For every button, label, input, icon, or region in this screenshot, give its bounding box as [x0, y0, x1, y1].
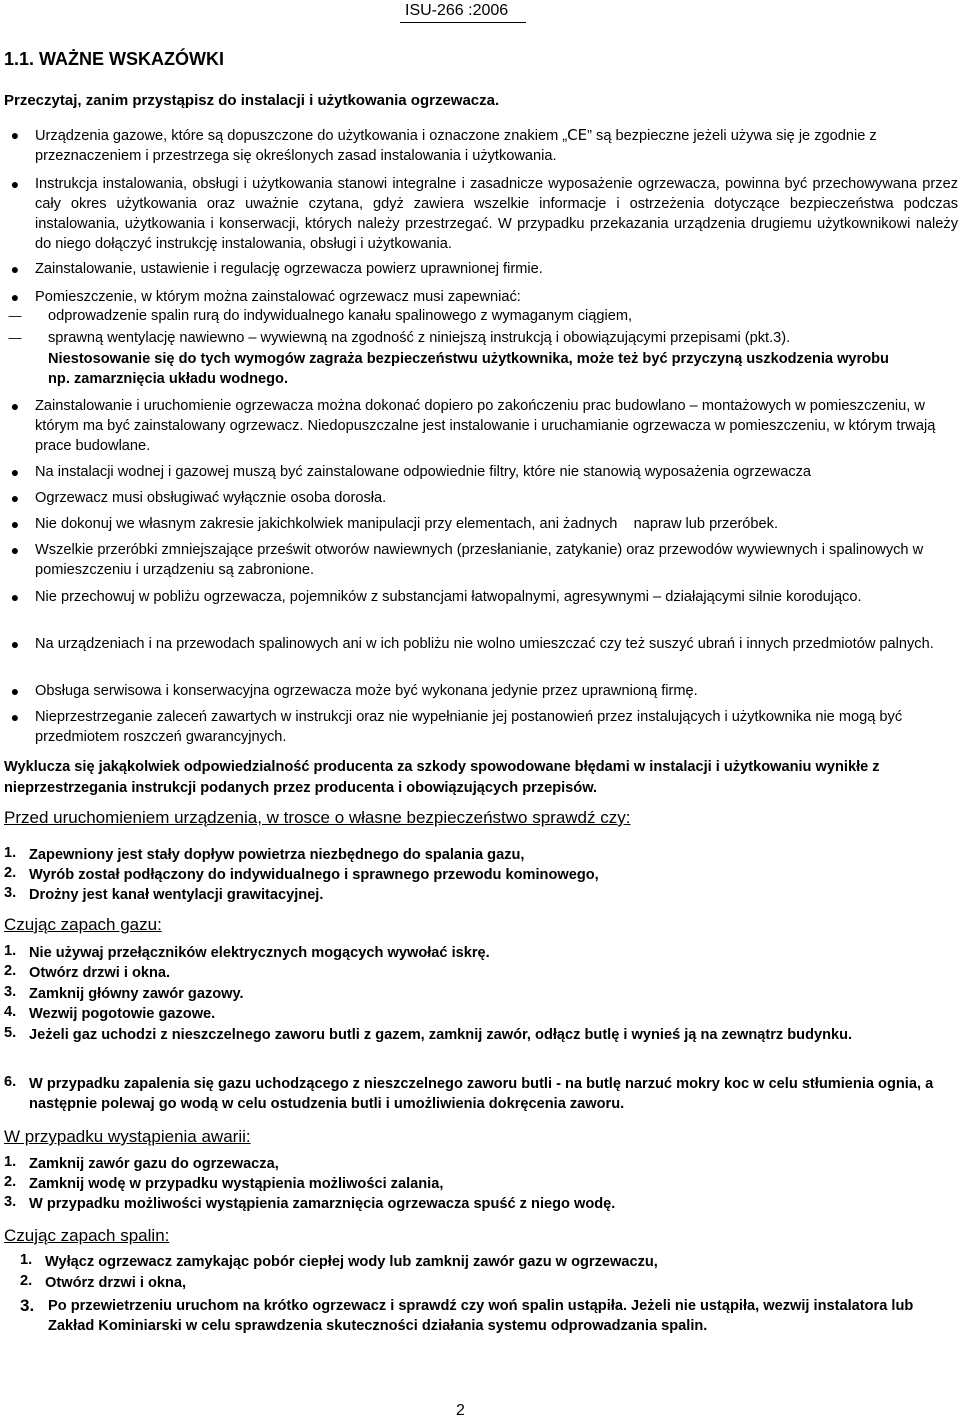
list-item — [4, 984, 944, 1004]
list-text: Wyrób został podłączony do indywidualnego i sprawnego przewodu kominowego, — [29, 867, 599, 883]
bullet-item — [8, 587, 958, 607]
bullet-item — [8, 125, 958, 166]
list-number: 6. — [4, 1074, 17, 1090]
list-text: Otwórz drzwi i okna, — [45, 1275, 187, 1291]
bullet-text: Wszelkie przeróbki zmniejszające prześwit otworów nawiewnych (przesłanianie, zatykanie) oraz przewodów wywiewnych i spalinowych w pomieszczeniu i urządzeniu są zabronione. — [35, 542, 924, 578]
bullet-icon: ● — [10, 709, 20, 725]
list-number: 2. — [20, 1273, 33, 1289]
bullet-item — [8, 514, 958, 534]
list-number: 1. — [4, 1154, 17, 1170]
list-item — [4, 865, 944, 885]
list-item — [20, 1273, 955, 1293]
bullet-icon: ● — [10, 261, 20, 277]
list-text: Jeżeli gaz uchodzi z nieszczelnego zaworu butli z gazem, zamknij zawór, odłącz butlę i wynieś ją na zewnątrz budynku. — [29, 1027, 853, 1043]
list-text: Nie używaj przełączników elektrycznych mogących wywołać iskrę. — [29, 945, 490, 961]
liability-warning: Wyklucza się jakąkolwiek odpowiedzialność producenta za szkody spowodowane błędami w instalacji i użytkowaniu wynikłe z nieprzestrzegania instrukcji podanych przez producenta i obowiązujących przepisów. — [4, 759, 880, 796]
list-item — [4, 963, 944, 983]
list-item — [4, 1074, 944, 1114]
section-heading-failure: W przypadku wystąpienia awarii: — [4, 1127, 251, 1146]
bullet-text: Ogrzewacz musi obsługiwać wyłącznie osoba dorosła. — [35, 490, 387, 506]
bullet-icon: ● — [10, 636, 20, 652]
list-item — [4, 1004, 944, 1024]
bullet-item — [8, 462, 958, 482]
ce-mark-logo: CE — [567, 126, 588, 144]
page-number: 2 — [456, 1402, 465, 1419]
list-number: 5. — [4, 1025, 17, 1041]
list-number: 2. — [4, 963, 17, 979]
list-item — [4, 1154, 944, 1174]
bullet-text: Na urządzeniach i na przewodach spalinowych ani w ich pobliżu nie wolno umieszczać czy też suszyć ubrań i innych przedmiotów palnych. — [35, 636, 934, 652]
dash-item — [8, 328, 958, 348]
bullet-text: Instrukcja instalowania, obsługi i użytkowania stanowi integralne i zasadnicze wyposażenie ogrzewacza, powinna być przechowywana przez cały okres użytkowania oraz uważnie czytana, gdyż zawiera wszelkie informacje i ostrzeżenia dotyczące bezpieczeństwa podczas instalowania, użytkowania i konserwacji, których należy przestrzegać. W przypadku przekazania urządzenia drugiemu użytkownikowi należy do niego dołączyć instrukcję instalowania, obsługi i użytkowania. — [35, 176, 958, 252]
bullet-item — [8, 707, 958, 747]
bullet-icon: ● — [10, 589, 20, 605]
list-text: Wyłącz ogrzewacz zamykając pobór ciepłej wody lub zamknij zawór gazu w ogrzewaczu, — [45, 1254, 658, 1270]
bullet-item — [8, 174, 958, 254]
dash-text: odprowadzenie spalin rurą do indywidualnego kanału spalinowego z wymaganym ciągiem, — [48, 308, 633, 324]
document-id: ISU-266 :2006 — [405, 2, 509, 19]
list-item — [4, 1174, 944, 1194]
list-text: Zamknij wodę w przypadku wystąpienia możliwości zalania, — [29, 1176, 444, 1192]
section-heading-check: Przed uruchomieniem urządzenia, w trosce o własne bezpieczeństwo sprawdź czy: — [4, 808, 631, 827]
bullet-item — [8, 396, 958, 456]
list-text: Drożny jest kanał wentylacji grawitacyjnej. — [29, 887, 324, 903]
bullet-item — [8, 259, 958, 279]
list-text: Po przewietrzeniu uruchom na krótko ogrzewacz i sprawdź czy woń spalin ustąpiła. Jeżeli nie ustąpiła, wezwij instalatora lub Zakład Kominiarski w celu sprawdzenia skuteczności działania systemu odprowadzania spalin. — [48, 1298, 914, 1334]
list-number: 1. — [4, 845, 17, 861]
bullet-icon: ● — [10, 490, 20, 506]
list-number: 2. — [4, 1174, 17, 1190]
list-number: 1. — [4, 943, 17, 959]
bullet-icon: ● — [10, 289, 20, 305]
section-heading-exhaust-smell: Czując zapach spalin: — [4, 1226, 170, 1245]
list-text: W przypadku możliwości wystąpienia zamarznięcia ogrzewacza spuść z niego wodę. — [29, 1196, 616, 1212]
list-number: 2. — [4, 865, 17, 881]
bullet-text: Nie dokonuj we własnym zakresie jakichkolwiek manipulacji przy elementach, ani żadnych napraw lub przeróbek. — [35, 516, 779, 532]
bullet-text: Na instalacji wodnej i gazowej muszą być zainstalowane odpowiednie filtry, które nie stanowią wyposażenia ogrzewacza — [35, 464, 812, 480]
dash-item — [8, 306, 958, 326]
bullet-text: Obsługa serwisowa i konserwacyjna ogrzewacza może być wykonana jedynie przez uprawnioną firmę. — [35, 683, 698, 699]
bullet-icon: ● — [10, 683, 20, 699]
list-text: Wezwij pogotowie gazowe. — [29, 1006, 216, 1022]
dash-icon: — — [8, 308, 22, 323]
bullet-item — [8, 287, 958, 307]
bullet-item — [8, 681, 958, 701]
bullet-item — [8, 540, 958, 580]
list-item — [20, 1252, 955, 1272]
list-item — [4, 845, 944, 865]
dash-icon: — — [8, 330, 22, 345]
list-text: W przypadku zapalenia się gazu uchodzącego z nieszczelnego zaworu butli - na butlę narzuć mokry koc w celu stłumienia ognia, a następnie polewaj go wodą w celu ostudzenia butli i umożliwienia dokręcenia zaworu. — [29, 1076, 934, 1112]
list-number: 3. — [4, 1194, 17, 1210]
section-title: 1.1. WAŻNE WSKAZÓWKI — [4, 49, 224, 69]
list-number: 1. — [20, 1252, 33, 1268]
bullet-icon: ● — [10, 516, 20, 532]
list-text: Zapewniony jest stały dopływ powietrza niezbędnego do spalania gazu, — [29, 847, 525, 863]
bullet-text: Zainstalowanie i uruchomienie ogrzewacza można dokonać dopiero po zakończeniu prac budowlano – montażowych w pomieszczeniu, w którym ma być zainstalowany ogrzewacz. Niedopuszczalne jest instalowanie i uruchamianie ogrzewacza w pomieszczeniu, w którym trwają prace budowlane. — [35, 398, 936, 454]
warning-note — [8, 349, 958, 389]
warning-note-text: Niestosowanie się do tych wymogów zagraża bezpieczeństwu użytkownika, może też być przyczyną uszkodzenia wyrobu np. zamarznięcia układu wodnego. — [48, 351, 889, 387]
bullet-icon: ● — [10, 176, 20, 192]
bullet-text: Nie przechowuj w pobliżu ogrzewacza, pojemników z substancjami łatwopalnymi, agresywnymi – działającymi silnie korodująco. — [35, 589, 862, 605]
list-text: Otwórz drzwi i okna. — [29, 965, 171, 981]
bullet-text-part1: Urządzenia gazowe, które są dopuszczone do użytkowania i oznaczone znakiem „ — [35, 128, 568, 144]
section-heading-gas-smell: Czując zapach gazu: — [4, 915, 162, 934]
bullet-item — [8, 634, 958, 654]
list-number: 3. — [4, 984, 17, 1000]
list-item — [20, 1296, 955, 1336]
list-text: Zamknij główny zawór gazowy. — [29, 986, 244, 1002]
list-number: 3. — [4, 885, 17, 901]
bullet-text: Zainstalowanie, ustawienie i regulację ogrzewacza powierz uprawnionej firmie. — [35, 261, 543, 277]
header-rule — [400, 22, 526, 23]
bullet-icon: ● — [10, 542, 20, 558]
bullet-icon: ● — [10, 127, 20, 143]
bullet-text-part2: ” są bezpieczne jeżeli używa się je zgodnie z przeznaczeniem i przestrzega się określonych zasad instalowania i użytkowania. — [35, 128, 877, 164]
bullet-text: Nieprzestrzeganie zaleceń zawartych w instrukcji oraz nie wypełnianie jej postanowień przez instalujących i użytkownika nie mogą być przedmiotem roszczeń gwarancyjnych. — [35, 709, 903, 745]
list-number: 4. — [4, 1004, 17, 1020]
intro-text: Przeczytaj, zanim przystąpisz do instalacji i użytkowania ogrzewacza. — [4, 92, 500, 109]
bullet-icon: ● — [10, 398, 20, 414]
list-item — [4, 1025, 944, 1045]
list-item — [4, 885, 944, 905]
list-text: Zamknij zawór gazu do ogrzewacza, — [29, 1156, 279, 1172]
bullet-icon: ● — [10, 464, 20, 480]
list-item — [4, 943, 944, 963]
list-item — [4, 1194, 944, 1214]
dash-text: sprawną wentylację nawiewno – wywiewną na zgodność z niniejszą instrukcją i obowiązującymi przepisami (pkt.3). — [48, 330, 791, 346]
list-number: 3. — [20, 1296, 35, 1315]
bullet-item — [8, 488, 958, 508]
bullet-text: Pomieszczenie, w którym można zainstalować ogrzewacz musi zapewniać: — [35, 289, 521, 305]
